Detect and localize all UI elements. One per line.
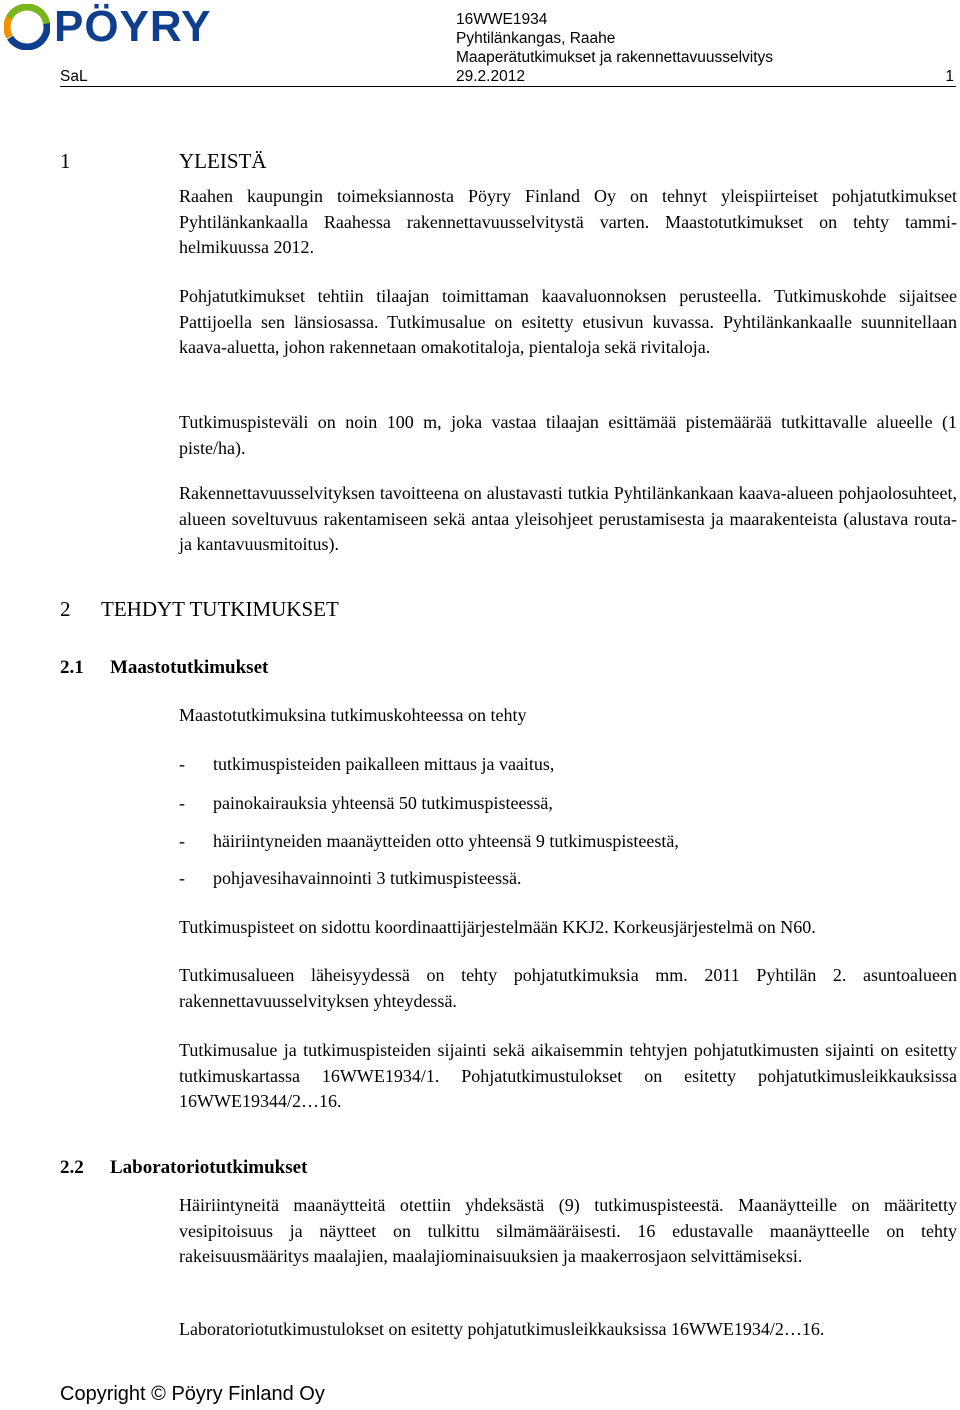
poyry-logo-mark-icon xyxy=(4,4,50,50)
list-item-text: pohjavesihavainnointi 3 tutkimuspisteessä. xyxy=(213,868,522,888)
subsection-title: Maastotutkimukset xyxy=(110,657,269,678)
bullet-marker: - xyxy=(179,793,185,813)
copyright-footer: Copyright © Pöyry Finland Oy xyxy=(60,1383,325,1405)
subsection-number: 2.2 xyxy=(60,1157,84,1178)
section-title: TEHDYT TUTKIMUKSET xyxy=(101,597,339,621)
page-number: 1 xyxy=(945,68,954,85)
section-number: 2 xyxy=(60,597,71,621)
paragraph: Maastotutkimuksina tutkimuskohteessa on tehty xyxy=(179,705,527,725)
bullet-marker: - xyxy=(179,754,185,774)
subsection-title: Laboratoriotutkimukset xyxy=(110,1157,308,1178)
subsection-number: 2.1 xyxy=(60,657,84,678)
list-item-text: tutkimuspisteiden paikalleen mittaus ja vaaitus, xyxy=(213,754,555,774)
paragraph: Rakennettavuusselvityksen tavoitteena on alustavasti tutkia Pyhtilänkankaan kaava-alueen pohjaolosuhteet, alueen soveltuvuus rakentamiseen sekä antaa yleisohjeet perustamisesta ja maarakenteista (alustava routa- ja kantavuusmitoitus). xyxy=(179,483,957,555)
paragraph: Häiriintyneitä maanäytteitä otettiin yhdeksästä (9) tutkimuspisteestä. Maanäytteille on määritetty vesipitoisuus ja näytteet on tulkittu silmämääräisesti. 16 edustavalle maanäytteelle on tehty rakeisuusmääritys maalajien, maalajiominaisuuksien ja maakerrosjaon selvittämiseksi. xyxy=(179,1195,957,1267)
paragraph: Tutkimuspisteväli on noin 100 m, joka vastaa tilaajan esittämää pistemäärää tutkittavalle alueelle (1 piste/ha). xyxy=(179,412,957,458)
paragraph: Pohjatutkimukset tehtiin tilaajan toimittaman kaavaluonnoksen perusteella. Tutkimuskohde sijaitsee Pattijoella sen länsiosassa. Tutkimusalue on esitetty etusivun kuvassa. Pyhtilänkankaalle suunnitellaan kaava-aluetta, johon rakennetaan omakotitaloja, pientaloja sekä rivitaloja. xyxy=(179,286,957,358)
paragraph: Tutkimusalueen läheisyydessä on tehty pohjatutkimuksia mm. 2011 Pyhtilän 2. asuntoalueen rakennettavuusselvityksen yhteydessä. xyxy=(179,965,957,1011)
list-item-text: painokairauksia yhteensä 50 tutkimuspisteessä, xyxy=(213,793,553,813)
author-initials: SaL xyxy=(60,68,88,85)
document-subject: Maaperätutkimukset ja rakennettavuusselvitys xyxy=(456,49,774,66)
paragraph: Tutkimusalue ja tutkimuspisteiden sijainti sekä aikaisemmin tehtyjen pohjatutkimusten sijainti on esitetty tutkimuskartassa 16WWE1934/1. Pohjatutkimustulokset on esitetty pohjatutkimusleikkauksissa 16WWE19344/2…16. xyxy=(179,1040,957,1112)
bullet-marker: - xyxy=(179,868,185,888)
project-location: Pyhtilänkangas, Raahe xyxy=(456,30,616,47)
logo-wordmark: PÖYRY xyxy=(54,2,212,51)
list-item-text: häiriintyneiden maanäytteiden otto yhteensä 9 tutkimuspisteestä, xyxy=(213,831,679,851)
poyry-logo xyxy=(4,4,244,50)
project-code: 16WWE1934 xyxy=(456,11,548,28)
paragraph: Raahen kaupungin toimeksiannosta Pöyry Finland Oy on tehnyt yleispiirteiset pohjatutkimukset Pyhtilänkankaalla Raahessa rakennettavuusselvitystä varten. Maastotutkimukset on tehty tammi-helmikuussa 2012. xyxy=(179,186,957,258)
paragraph: Tutkimuspisteet on sidottu koordinaattijärjestelmään KKJ2. Korkeusjärjestelmä on N60. xyxy=(179,917,816,937)
document-date: 29.2.2012 xyxy=(456,68,525,85)
bullet-marker: - xyxy=(179,831,185,851)
paragraph: Laboratoriotutkimustulokset on esitetty pohjatutkimusleikkauksissa 16WWE1934/2…16. xyxy=(179,1319,825,1339)
section-title: YLEISTÄ xyxy=(179,149,267,173)
header-divider xyxy=(60,86,956,87)
section-number: 1 xyxy=(60,149,71,173)
